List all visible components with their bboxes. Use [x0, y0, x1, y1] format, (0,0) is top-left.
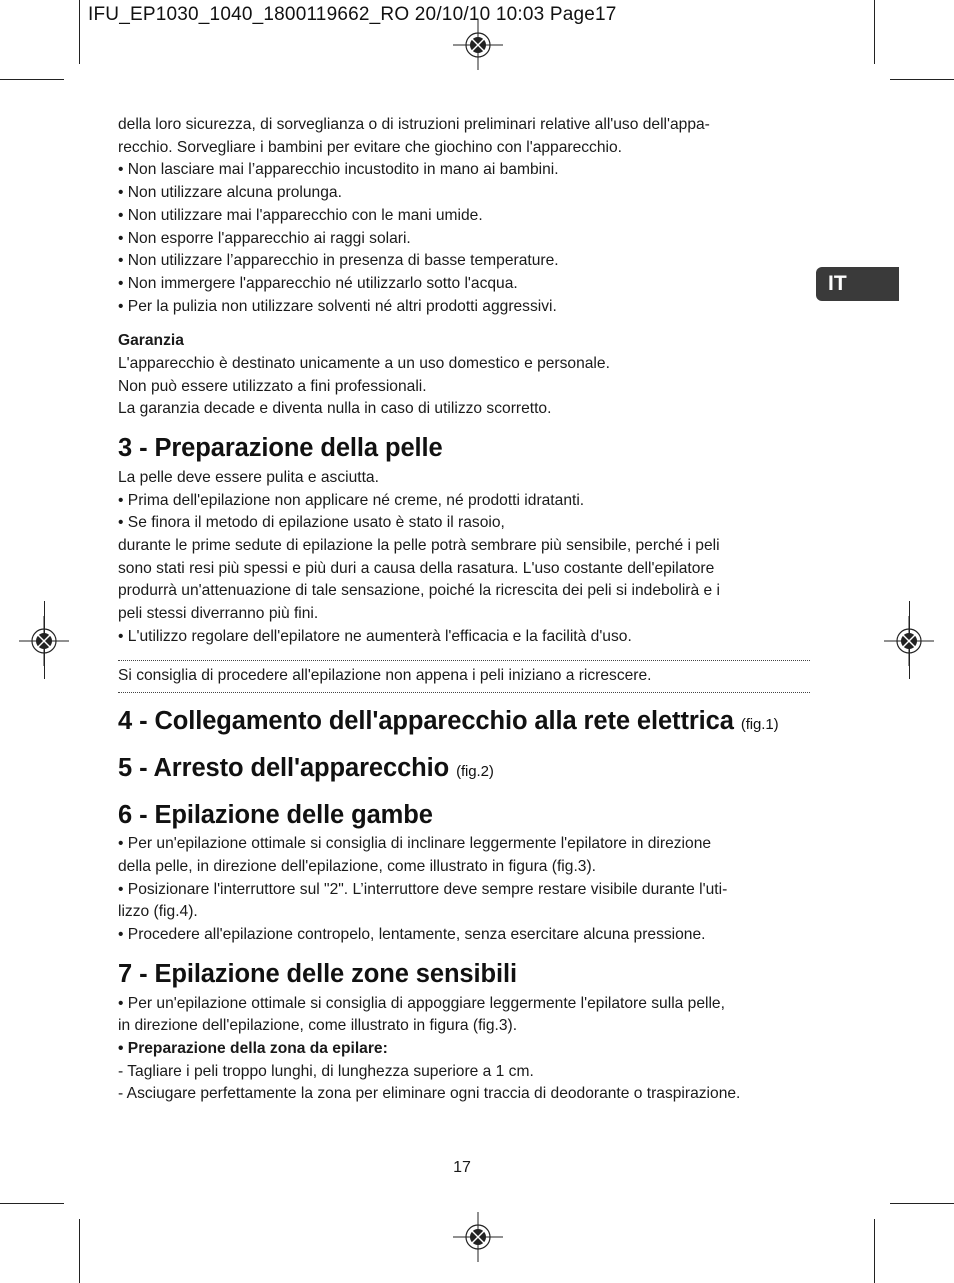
page-number: 17 [453, 1159, 471, 1176]
garanzia-title: Garanzia [118, 332, 184, 350]
text-line: produrrà un'attenuazione di tale sensazione, poiché la ricrescita dei peli si indebolirà e i [118, 582, 720, 600]
section-4-fig-ref: (fig.1) [740, 716, 779, 734]
bullet-item: • Non immergere l'apparecchio né utilizzarlo sotto l'acqua. [118, 274, 518, 292]
garanzia-block [118, 330, 810, 421]
tip-note: Si consiglia di procedere all'epilazione non appena i peli iniziano a ricrescere. [118, 667, 652, 685]
section-4-title: 4 - Collegamento dell'apparecchio alla rete elettrica [118, 707, 734, 736]
section-3-body [118, 467, 810, 649]
registration-mark-bottom-icon [453, 1212, 503, 1262]
section-3-heading: 3 - Preparazione della pelle [118, 434, 443, 463]
text-line: durante le prime sedute di epilazione la pelle potrà sembrare più sensibile, perché i peli [118, 536, 720, 554]
bullet-item: • Procedere all'epilazione contropelo, lentamente, senza esercitare alcuna pressione. [118, 926, 706, 944]
bullet-item: • Se finora il metodo di epilazione usato è stato il rasoio, [118, 514, 505, 532]
text-line: in direzione dell'epilazione, come illustrato in figura (fig.3). [118, 1017, 518, 1035]
bullet-item: • Non utilizzare mai l'apparecchio con le mani umide. [118, 206, 483, 224]
text-line: La garanzia decade e diventa nulla in caso di utilizzo scorretto. [118, 400, 552, 418]
text-line: L'apparecchio è destinato unicamente a un uso domestico e personale. [118, 355, 610, 373]
text-line: sono stati resi più spessi e più duri a causa della rasatura. L'uso costante dell'epilatore [118, 559, 715, 577]
bullet-item: • Non esporre l'apparecchio ai raggi solari. [118, 229, 411, 247]
bullet-item: • Non lasciare mai l’apparecchio incustodito in mano ai bambini. [118, 161, 559, 179]
bullet-item: • Prima dell'epilazione non applicare né creme, né prodotti idratanti. [118, 491, 585, 509]
language-tab: IT [816, 267, 899, 301]
text-line: peli stessi diverranno più fini. [118, 605, 319, 623]
section-6-heading: 6 - Epilazione delle gambe [118, 800, 433, 829]
text-line: recchio. Sorvegliare i bambini per evitare che giochino con l'apparecchio. [118, 138, 622, 156]
section-7-body [118, 993, 810, 1107]
dash-item: - Tagliare i peli troppo lunghi, di lunghezza superiore a 1 cm. [118, 1062, 534, 1080]
bullet-item: • Non utilizzare l’apparecchio in presenza di basse temperature. [118, 252, 559, 270]
section-6-body [118, 833, 810, 947]
bullet-item: • Per un'epilazione ottimale si consiglia di appoggiare leggermente l'epilatore sulla pelle, [118, 994, 725, 1012]
text-line: lizzo (fig.4). [118, 903, 198, 921]
crop-mark-bl-h [0, 1203, 64, 1204]
registration-mark-left-icon [19, 616, 69, 666]
print-slug: IFU_EP1030_1040_1800119662_RO 20/10/10 10:03 Page17 [88, 4, 617, 25]
text-line: La pelle deve essere pulita e asciutta. [118, 468, 379, 486]
bullet-item: • Per un'epilazione ottimale si consiglia di inclinare leggermente l'epilatore in direzione [118, 835, 712, 853]
dash-item: - Asciugare perfettamente la zona per eliminare ogni traccia di deodorante o traspirazione. [118, 1085, 741, 1103]
registration-mark-right-icon [884, 616, 934, 666]
bullet-item: • Per la pulizia non utilizzare solventi né altri prodotti aggressivi. [118, 297, 557, 315]
section-4-heading [118, 707, 810, 737]
registration-mark-top-icon [453, 20, 503, 70]
crop-mark-bl-v [79, 1219, 80, 1283]
crop-mark-tr-h [890, 79, 954, 80]
bullet-item: • Non utilizzare alcuna prolunga. [118, 184, 342, 202]
text-line: della loro sicurezza, di sorveglianza o di istruzioni preliminari relative all'uso dell'appa- [118, 116, 710, 133]
section-5-heading [118, 753, 810, 784]
page-content [118, 114, 810, 1106]
crop-mark-br-h [890, 1203, 954, 1204]
bullet-item: • L'utilizzo regolare dell'epilatore ne aumenterà l'efficacia e la facilità d'uso. [118, 627, 632, 645]
crop-mark-tl-v [79, 0, 80, 64]
crop-mark-tr-v [874, 0, 875, 64]
section-7-heading: 7 - Epilazione delle zone sensibili [118, 959, 517, 988]
section-7-subhead: • Preparazione della zona da epilare: [118, 1039, 388, 1057]
section-5-fig-ref: (fig.2) [456, 762, 494, 780]
section-5-title: 5 - Arresto dell'apparecchio [118, 753, 450, 782]
intro-block [118, 114, 810, 318]
bullet-item: • Posizionare l'interruttore sul "2". L’interruttore deve sempre restare visibile durante l'uti- [118, 880, 728, 898]
text-line: della pelle, in direzione dell'epilazione, come illustrato in figura (fig.3). [118, 857, 596, 875]
crop-mark-tl-h [0, 79, 64, 80]
crop-mark-br-v [874, 1219, 875, 1283]
text-line: Non può essere utilizzato a fini professionali. [118, 377, 427, 395]
